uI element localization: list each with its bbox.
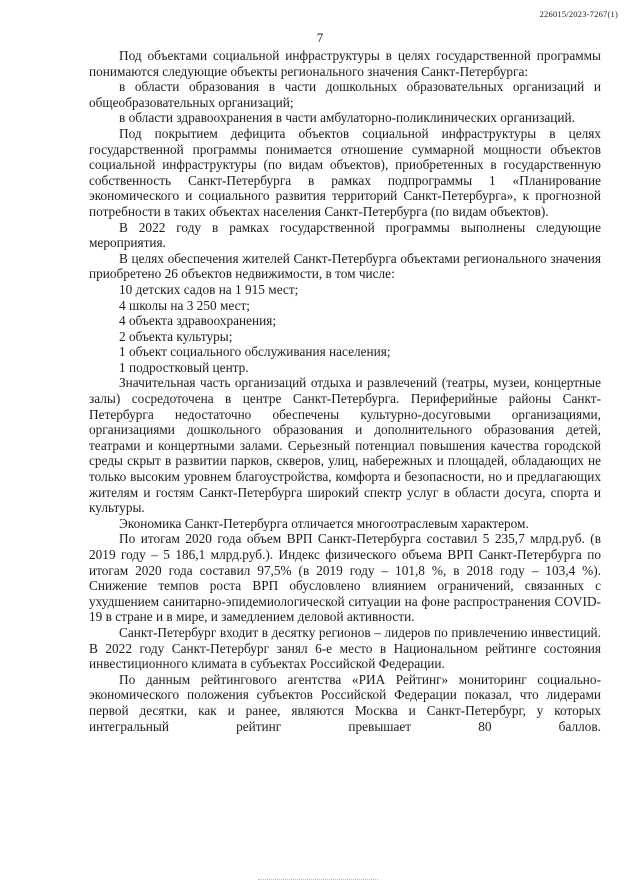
paragraph-2022-measures: В 2022 году в рамках государственной программы выполнены следующие мероприятия. <box>89 219 601 251</box>
list-item: 4 объекта здравоохранения; <box>119 313 277 329</box>
page-number: 7 <box>316 30 324 45</box>
paragraph-economy: Экономика Санкт-Петербурга отличается многоотраслевым характером. <box>119 515 529 531</box>
paragraph-acquired-objects-intro: В целях обеспечения жителей Санкт-Петербурга объектами регионального значения приобретено 26 объектов недвижимости, в том числе: <box>89 250 601 282</box>
paragraph-ria-rating: По данным рейтингового агентства «РИА Рейтинг» мониторинг социально-экономического положения субъектов Российской Федерации показал, что лидерами первой десятки, как и ранее, являются Москва и Санкт-Петербург, у которых интегральный рейтинг превышает 80 баллов. <box>89 671 601 734</box>
paragraph-social-infrastructure-definition: Под объектами социальной инфраструктуры в целях государственной программы понимаются следующие объекты регионального значения Санкт-Петербурга: <box>89 48 601 79</box>
paragraph-grp-results: По итогам 2020 года объем ВРП Санкт-Петербурга составил 5 235,7 млрд.руб. (в 2019 году – 5 186,1 млрд.руб.). Индекс физического объема ВРП Санкт-Петербурга по итогам 2020 года составил 97,5% (в 2019 году – 101,8 %, в 2018 году – 103,4 %). Снижение темпов роста ВРП обусловлено влиянием ограничений, связанных с ухудшением санитарно-эпидемиологической ситуации на фоне распространения COVID-19 в стране и в мире, и замедлением деловой активности. <box>89 531 601 625</box>
paragraph-investment-leaders: Санкт-Петербург входит в десятку регионов – лидеров по привлечению инвестиций. В 2022 году Санкт-Петербург занял 6-е место в Национальном рейтинге состояния инвестиционного климата в субъектах Российской Федерации. <box>89 624 601 672</box>
list-item: 2 объекта культуры; <box>119 328 233 344</box>
paragraph-leisure-organizations: Значительная часть организаций отдыха и развлечений (театры, музеи, концертные залы) сосредоточена в центре Санкт-Петербурга. Периферийные районы Санкт-Петербурга недостаточно обеспечены культурно-досуговыми организациями, организациями дошкольного образования и дополнительного образования детей, театрами и концертными залами. Серьезный потенциал повышения качества городской среды скрыт в развитии парков, скверов, улиц, набережных и площадей, обладающих не только высоким уровнем благоустройства, комфорта и безопасности, но и предлагающих жителям и гостям Санкт-Петербурга широкий спектр услуг в области досуга, спорта и культуры. <box>89 375 601 516</box>
document-registration-number: 226015/2023-7267(1) <box>539 9 618 19</box>
paragraph-healthcare-area: в области здравоохранения в части амбулаторно-поликлинических организаций. <box>119 110 575 126</box>
list-item: 10 детских садов на 1 915 мест; <box>119 281 299 297</box>
list-item: 1 подростковый центр. <box>119 359 249 375</box>
list-item: 4 школы на 3 250 мест; <box>119 297 251 313</box>
scan-artifact-line <box>258 879 378 880</box>
paragraph-deficit-coverage: Под покрытием дефицита объектов социальной инфраструктуры в целях государственной программы понимается отношение суммарной мощности объектов социальной инфраструктуры (по видам объектов), приобретенных в государственную собственность Санкт-Петербурга в рамках подпрограммы 1 «Планирование экономического и социального развития территорий Санкт-Петербурга», к прогнозной потребности в таких объектах населения Санкт-Петербурга (по видам объектов). <box>89 125 601 219</box>
list-item: 1 объект социального обслуживания населения; <box>119 344 391 360</box>
paragraph-education-area: в области образования в части дошкольных образовательных организаций и общеобразовательных организаций; <box>89 79 601 110</box>
document-body <box>89 48 601 734</box>
